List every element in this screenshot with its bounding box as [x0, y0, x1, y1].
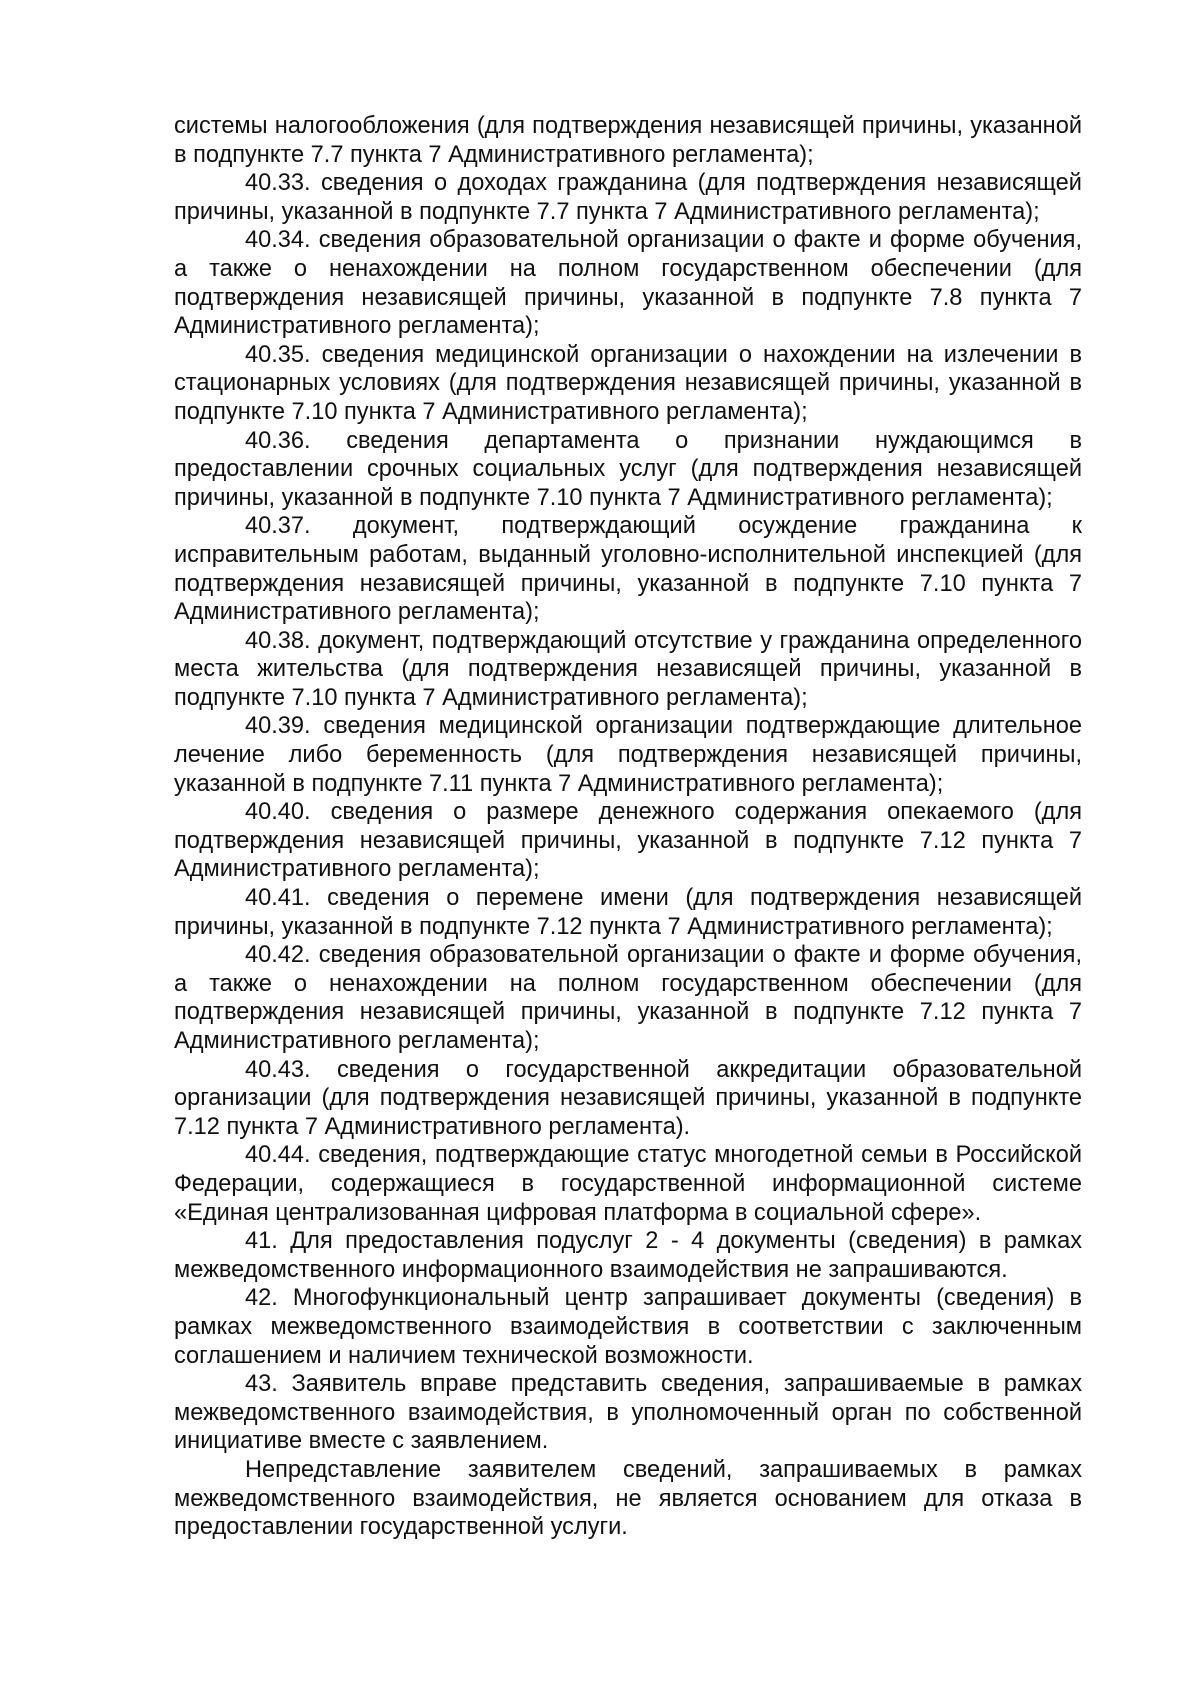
- paragraph-40-38: 40.38. документ, подтверждающий отсутствие у гражданина определенного места жительства (для подтверждения независящей причины, указанной в подпункте 7.10 пункта 7 Административного регламента);: [174, 627, 1082, 711]
- paragraph-40-33: 40.33. сведения о доходах гражданина (для подтверждения независящей причины, указанной в подпункте 7.7 пункта 7 Административного регламента);: [174, 170, 1082, 225]
- paragraph-43: 43. Заявитель вправе представить сведения, запрашиваемые в рамках межведомственного взаимодействия, в уполномоченный орган по собственной инициативе вместе с заявлением.: [174, 1371, 1082, 1455]
- paragraph-40-40: 40.40. сведения о размере денежного содержания опекаемого (для подтверждения независящей причины, указанной в подпункте 7.12 пункта 7 Административного регламента);: [174, 799, 1082, 883]
- paragraph-non-submission: Непредставление заявителем сведений, запрашиваемых в рамках межведомственного взаимодействия, не является основанием для отказа в предоставлении государственной услуги.: [174, 1456, 1082, 1541]
- paragraph-40-41: 40.41. сведения о перемене имени (для подтверждения независящей причины, указанной в подпункте 7.12 пункта 7 Административного регламента);: [174, 885, 1082, 940]
- paragraph-40-36: 40.36. сведения департамента о признании нуждающимся в предоставлении срочных социальных услуг (для подтверждения независящей причины, указанной в подпункте 7.10 пункта 7 Административного регламента);: [174, 427, 1082, 511]
- paragraph-continuation: системы налогообложения (для подтверждения независящей причины, указанной в подпункте 7.7 пункта 7 Административного регламента);: [174, 113, 1082, 168]
- paragraph-40-37: 40.37. документ, подтверждающий осуждение гражданина к исправительным работам, выданный уголовно-исполнительной инспекцией (для подтверждения независящей причины, указанной в подпункте 7.10 пункта 7 Административного регламента);: [174, 513, 1082, 626]
- paragraph-40-44: 40.44. сведения, подтверждающие статус многодетной семьи в Российской Федерации, содержащиеся в государственной информационной системе «Единая централизованная цифровая платформа в социальной сфере».: [174, 1142, 1082, 1226]
- paragraph-40-39: 40.39. сведения медицинской организации подтверждающие длительное лечение либо беременность (для подтверждения независящей причины, указанной в подпункте 7.11 пункта 7 Административного регламента);: [174, 713, 1082, 797]
- paragraph-40-35: 40.35. сведения медицинской организации о нахождении на излечении в стационарных условиях (для подтверждения независящей причины, указанной в подпункте 7.10 пункта 7 Административного регламента);: [174, 341, 1082, 425]
- paragraph-41: 41. Для предоставления подуслуг 2 - 4 документы (сведения) в рамках межведомственного информационного взаимодействия не запрашиваются.: [174, 1228, 1082, 1283]
- paragraph-42: 42. Многофункциональный центр запрашивает документы (сведения) в рамках межведомственного взаимодействия в соответствии с заключенным соглашением и наличием технической возможности.: [174, 1285, 1082, 1369]
- paragraph-40-42: 40.42. сведения образовательной организации о факте и форме обучения, а также о ненахождении на полном государственном обеспечении (для подтверждения независящей причины, указанной в подпункте 7.12 пункта 7 Административного регламента);: [174, 942, 1082, 1054]
- paragraph-40-34: 40.34. сведения образовательной организации о факте и форме обучения, а также о ненахождении на полном государственном обеспечении (для подтверждения независящей причины, указанной в подпункте 7.8 пункта 7 Административного регламента);: [174, 227, 1082, 340]
- paragraph-40-43: 40.43. сведения о государственной аккредитации образовательной организации (для подтверждения независящей причины, указанной в подпункте 7.12 пункта 7 Административного регламента).: [174, 1056, 1082, 1140]
